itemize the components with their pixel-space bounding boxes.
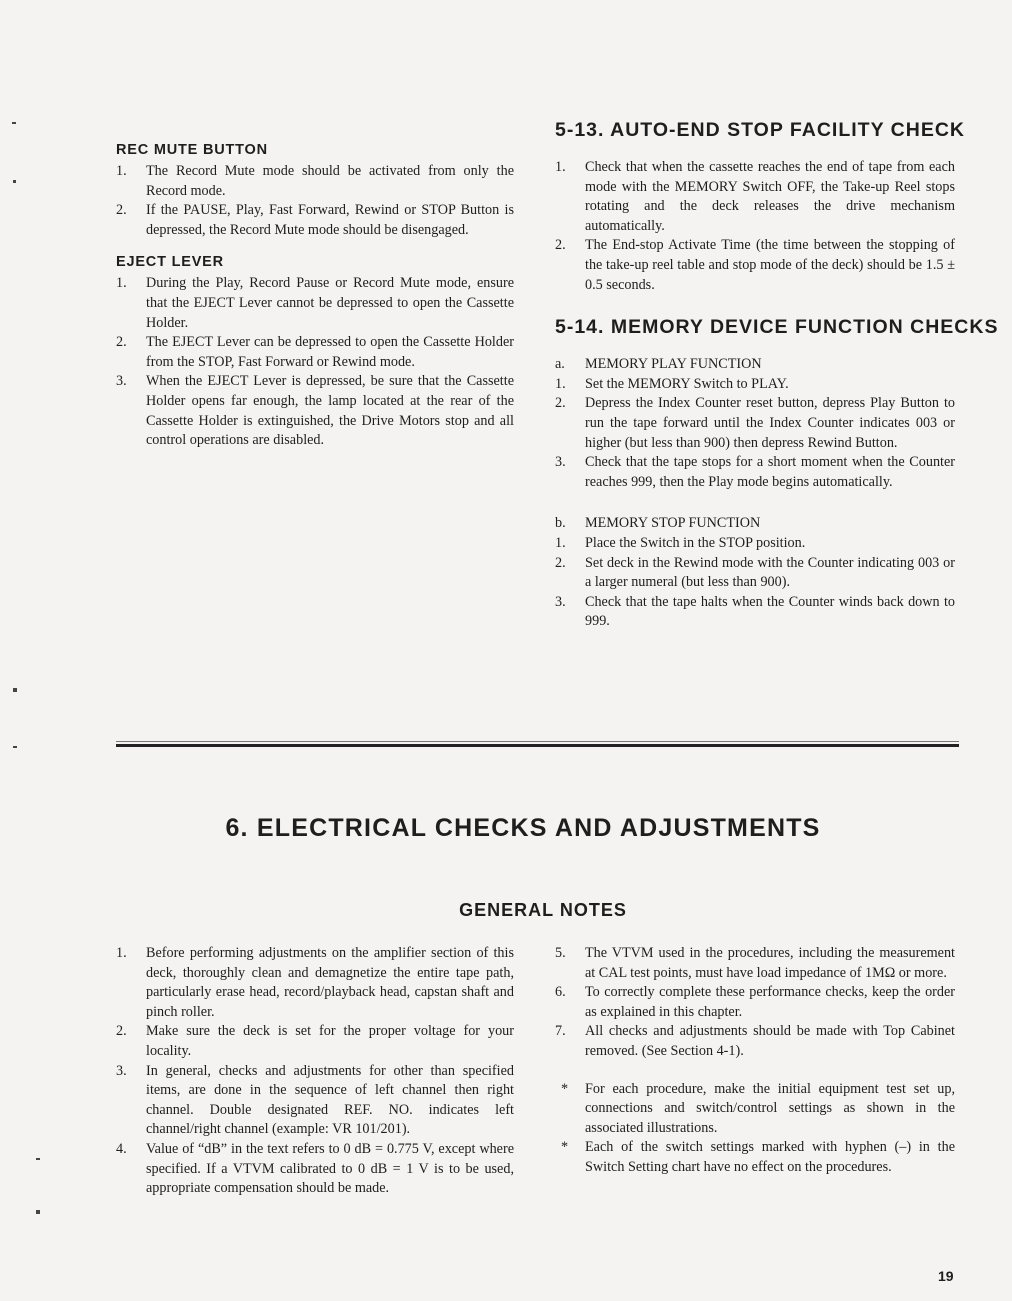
list-item xyxy=(116,201,514,240)
item-text: During the Play, Record Pause or Record Mute mode, ensure that the EJECT Lever cannot be depressed to open the Cassette Holder. xyxy=(146,275,514,331)
item-number: 6. xyxy=(555,984,566,1001)
list-item xyxy=(555,375,955,395)
section-5-13-heading: 5-13. AUTO-END STOP FACILITY CHECK xyxy=(555,119,965,141)
list-item xyxy=(555,593,955,632)
eject-lever-list xyxy=(116,274,514,450)
asterisk-marker: * xyxy=(561,1080,569,1097)
list-item xyxy=(116,274,514,333)
item-number: 2. xyxy=(116,202,127,219)
item-number: 1. xyxy=(116,275,127,292)
item-number: 1. xyxy=(555,375,566,392)
item-number: 2. xyxy=(116,1023,127,1040)
label-text: MEMORY STOP FUNCTION xyxy=(585,515,761,532)
item-number: 1. xyxy=(555,534,566,551)
list-item xyxy=(116,1022,514,1061)
item-number: 1. xyxy=(555,159,566,175)
item-number: 2. xyxy=(555,554,566,571)
scan-speck xyxy=(12,122,16,124)
item-text: Make sure the deck is set for the proper voltage for your locality. xyxy=(146,1023,514,1059)
item-text: For each procedure, make the initial equipment test set up, connections and switch/control settings as shown in the associated illustrations. xyxy=(585,1080,955,1136)
memory-play-label xyxy=(555,355,955,375)
item-number: 2. xyxy=(555,237,566,254)
scan-speck xyxy=(13,688,17,692)
eject-lever-heading: EJECT LEVER xyxy=(116,254,224,271)
item-text: If the PAUSE, Play, Fast Forward, Rewind or STOP Button is depressed, the Record Mute mode should be disengaged. xyxy=(146,202,514,238)
item-number: 3. xyxy=(116,1062,127,1079)
list-item xyxy=(555,453,955,492)
list-item xyxy=(555,983,955,1022)
item-text: Place the Switch in the STOP position. xyxy=(585,534,806,551)
note-star-item xyxy=(555,1080,955,1139)
notes-right-column xyxy=(555,944,955,1178)
item-text: To correctly complete these performance checks, keep the order as explained in this chapter. xyxy=(585,984,955,1020)
list-item xyxy=(116,372,514,450)
memory-stop-label xyxy=(555,514,955,534)
scan-speck xyxy=(13,180,16,183)
label-text: MEMORY PLAY FUNCTION xyxy=(585,356,762,373)
section-divider-thin xyxy=(116,741,959,742)
item-number: 3. xyxy=(555,593,566,610)
item-text: Depress the Index Counter reset button, depress Play Button to run the tape forward until the Index Counter indicates 003 or higher (but less than 900) then depress Rewind Button. xyxy=(585,395,955,451)
list-item xyxy=(555,944,955,983)
right-column-top xyxy=(555,118,999,632)
list-item xyxy=(555,1022,955,1061)
item-number: 1. xyxy=(116,945,127,961)
item-text: When the EJECT Lever is depressed, be sure that the Cassette Holder opens far enough, the lamp located at the rear of the Cassette Holder is extinguished, the Drive Motors stop and all control operations are disabled. xyxy=(146,373,514,449)
chapter-title: 6. ELECTRICAL CHECKS AND ADJUSTMENTS xyxy=(225,814,821,842)
item-number: 4. xyxy=(116,1140,127,1157)
item-number: 3. xyxy=(555,454,566,471)
asterisk-marker: * xyxy=(561,1139,569,1156)
left-column-top xyxy=(116,140,514,451)
general-notes-heading: GENERAL NOTES xyxy=(459,900,627,920)
list-item xyxy=(555,534,955,554)
page-number: 19 xyxy=(938,1268,954,1284)
item-text: Set deck in the Rewind mode with the Counter indicating 003 or a larger numeral (but less than 900). xyxy=(585,554,955,591)
rec-mute-list xyxy=(116,162,514,240)
memory-stop-list xyxy=(555,534,955,632)
memory-play-list xyxy=(555,375,955,493)
item-text: Before performing adjustments on the amplifier section of this deck, thoroughly clean and demagnetize the entire tape path, particularly erase head, record/playback head, capstan shaft and pinch roller. xyxy=(146,945,514,1020)
note-star-item xyxy=(555,1138,955,1177)
item-text: The End-stop Activate Time (the time between the stopping of the take-up reel table and stop mode of the deck) should be 1.5 ± 0.5 seconds. xyxy=(585,237,955,293)
scan-speck xyxy=(36,1158,40,1160)
rec-mute-heading: REC MUTE BUTTON xyxy=(116,142,268,158)
list-item xyxy=(116,944,514,1022)
list-item xyxy=(555,236,955,295)
item-number: 2. xyxy=(116,334,127,351)
item-number: 2. xyxy=(555,395,566,412)
list-item xyxy=(116,333,514,372)
notes-left-column xyxy=(116,944,514,1199)
scan-speck xyxy=(13,746,17,748)
item-text: The EJECT Lever can be depressed to open the Cassette Holder from the STOP, Fast Forward or Rewind mode. xyxy=(146,334,514,370)
item-text: Check that the tape halts when the Counter winds back down to 999. xyxy=(585,593,955,630)
section-5-13-list xyxy=(555,158,955,295)
item-text: All checks and adjustments should be made with Top Cabinet removed. (See Section 4-1). xyxy=(585,1023,955,1059)
list-item xyxy=(116,1062,514,1140)
list-item xyxy=(555,394,955,453)
item-number: 1. xyxy=(116,163,127,179)
label-letter: a. xyxy=(555,356,565,373)
list-item xyxy=(555,158,955,236)
item-text: Check that when the cassette reaches the end of tape from each mode with the MEMORY Switch OFF, the Take-up Reel stops rotating and the deck releases the drive mechanism automatically. xyxy=(585,159,955,234)
section-divider xyxy=(116,744,959,747)
section-5-14-heading: 5-14. MEMORY DEVICE FUNCTION CHECKS xyxy=(555,316,999,339)
item-text: Each of the switch settings marked with hyphen (–) in the Switch Setting chart have no effect on the procedures. xyxy=(585,1139,955,1175)
item-number: 5. xyxy=(555,945,566,961)
item-number: 7. xyxy=(555,1023,566,1040)
item-text: The VTVM used in the procedures, including the measurement at CAL test points, must have load impedance of 1MΩ or more. xyxy=(585,945,955,981)
scan-speck xyxy=(36,1210,40,1214)
item-text: Value of “dB” in the text refers to 0 dB = 0.775 V, except where specified. If a VTVM calibrated to 0 dB = 1 V is to be used, appropriate compensation should be made. xyxy=(146,1140,514,1197)
item-text: The Record Mute mode should be activated from only the Record mode. xyxy=(146,163,514,199)
list-item xyxy=(116,1140,514,1199)
item-text: Set the MEMORY Switch to PLAY. xyxy=(585,375,789,392)
item-number: 3. xyxy=(116,373,127,390)
label-letter: b. xyxy=(555,515,566,532)
list-item xyxy=(116,162,514,201)
item-text: In general, checks and adjustments for other than specified items, are done in the sequence of left channel then right channel. Double designated REF. NO. indicates left channel/right channel (example: VR 101/201). xyxy=(146,1062,514,1138)
list-item xyxy=(555,554,955,593)
item-text: Check that the tape stops for a short moment when the Counter reaches 999, then the Play mode begins automatically. xyxy=(585,454,955,490)
